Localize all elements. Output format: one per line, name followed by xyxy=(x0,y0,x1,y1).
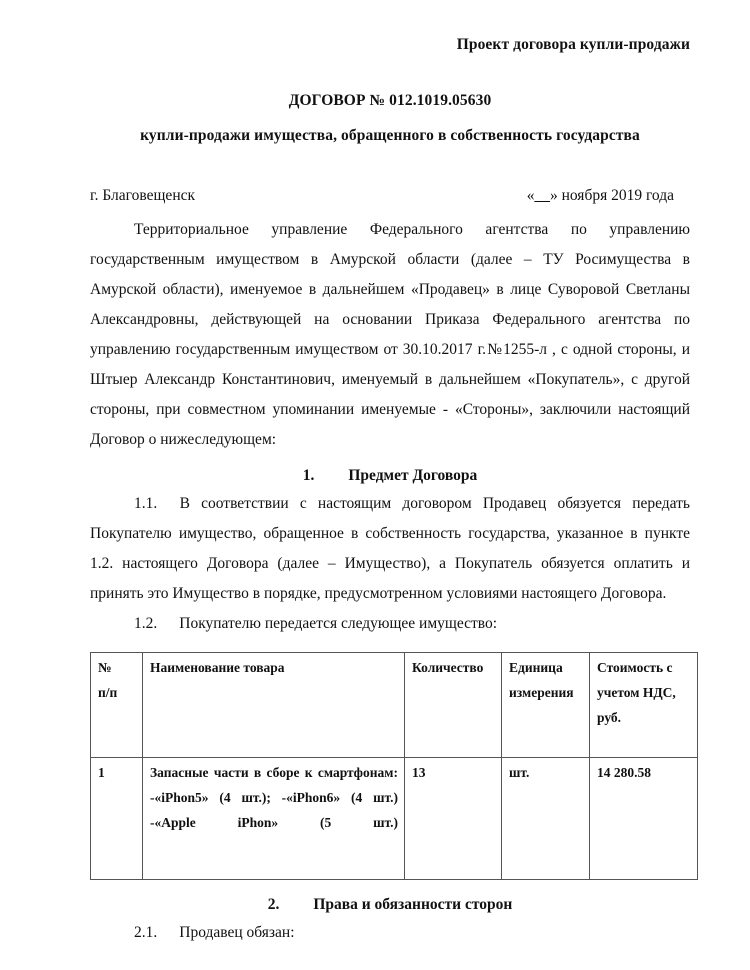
section-1-title: Предмет Договора xyxy=(348,467,478,484)
column-header-unit: Единица измерения xyxy=(502,653,590,758)
date-label xyxy=(527,187,690,205)
document-content xyxy=(90,0,690,948)
section-heading-1 xyxy=(90,467,690,485)
clause-2-1 xyxy=(90,918,690,948)
column-header-quantity: Количество xyxy=(405,653,502,758)
cell-quantity: 13 xyxy=(405,758,502,880)
clause-1-2-text: Покупателю передается следующее имущество: xyxy=(179,615,498,632)
column-header-number-line1: № xyxy=(98,660,112,675)
section-1-number: 1. xyxy=(302,467,315,484)
clause-1-1-text: В соответствии с настоящим договором Продавец обязуется передать Покупателю имущество, обращенное в собственность государства, указанное в пункте 1.2. настоящего Договора (далее – Имущество), а Покупатель обязуется оплатить и принять это Имущество в порядке, предусмотренном условиями настоящего Договора. xyxy=(90,495,691,602)
clause-1-2 xyxy=(90,609,690,639)
date-prefix: « xyxy=(526,187,535,204)
column-header-number xyxy=(91,653,143,758)
title-block xyxy=(90,92,690,145)
column-header-name: Наименование товара xyxy=(143,653,405,758)
table-row xyxy=(91,758,698,880)
document-title: ДОГОВОР № 012.1019.05630 xyxy=(288,92,492,109)
document-subtitle: купли-продажи имущества, обращенного в собственность государства xyxy=(140,127,640,144)
section-2-number: 2. xyxy=(267,896,280,913)
table-header-row xyxy=(91,653,698,758)
cell-cost: 14 280.58 xyxy=(590,758,698,880)
preamble-paragraph: Территориальное управление Федерального агентства по управлению государственным имуществом в Амурской области (далее – ТУ Росимущества в Амурской области), именуемое в дальнейшем «Продавец» в лице Суворовой Светланы Александровны, действующей на основании Приказа Федерального агентства по управлению государственным имуществом от 30.10.2017 г.№1255-л , с одной стороны, и Штыер Александр Константинович, именуемый в дальнейшем «Покупатель», с другой стороны, при совместном упоминании именуемые - «Стороны», заключили настоящий Договор о нижеследующем: xyxy=(90,221,690,448)
document-header-note: Проект договора купли-продажи xyxy=(456,36,690,53)
place-date-row xyxy=(90,187,690,205)
section-heading-2 xyxy=(90,896,690,914)
date-blank: __ xyxy=(534,187,550,204)
section-2-title: Права и обязанности сторон xyxy=(313,896,513,913)
city-label: г. Благовещенск xyxy=(90,187,196,204)
date-suffix: » ноября 2019 года xyxy=(549,187,674,204)
cell-unit: шт. xyxy=(502,758,590,880)
clause-2-1-text: Продавец обязан: xyxy=(179,924,295,941)
column-header-number-line2: п/п xyxy=(98,685,118,700)
clause-2-1-number: 2.1. xyxy=(134,924,158,941)
clause-1-1 xyxy=(90,489,690,609)
goods-table xyxy=(90,652,698,880)
cell-number: 1 xyxy=(91,758,143,880)
clause-1-1-number: 1.1. xyxy=(134,495,158,512)
column-header-cost: Стоимость с учетом НДС, руб. xyxy=(590,653,698,758)
clause-1-2-number: 1.2. xyxy=(134,615,158,632)
cell-name: Запасные части в сборе к смартфонам: -«iPhon5» (4 шт.); -«iPhon6» (4 шт.) -«Apple iPhon» (5 шт.) xyxy=(143,758,405,880)
